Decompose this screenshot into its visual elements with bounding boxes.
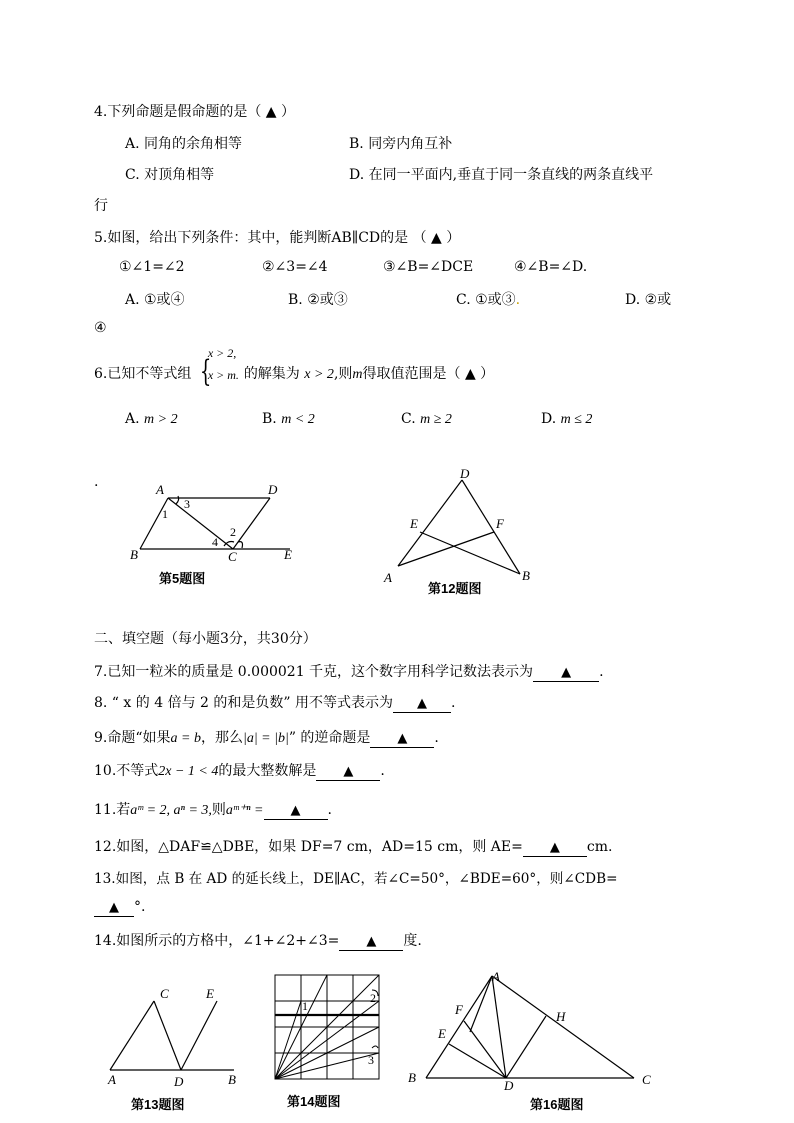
figure-5-diagram — [120, 478, 310, 568]
fig5-angle-3: 3 — [184, 497, 190, 511]
q5-stem: 5.如图，给出下列条件：其中，能判断AB∥CD的是 （ ▲ ） — [94, 230, 461, 246]
fig5-angle-1: 1 — [162, 507, 168, 521]
fig5-label-a: A — [156, 482, 164, 497]
fig14-angle-1: 1 — [302, 999, 308, 1013]
fig13-label-b: B — [228, 1072, 236, 1087]
figure-14-grid — [272, 972, 384, 1084]
fig16-label-a: A — [492, 969, 500, 984]
fig13-label-c: C — [160, 986, 169, 1001]
fig12-label-a: A — [384, 570, 392, 585]
fig5-label-e: E — [284, 547, 292, 562]
q4-option-b: B. 同旁内角互补 — [349, 136, 453, 152]
fig16-label-b: B — [408, 1070, 416, 1085]
section-2-heading: 二、填空题（每小题3分，共30分） — [94, 631, 317, 647]
fig14-angle-3: 3 — [368, 1053, 374, 1067]
figure-12-caption: 第12题图 — [428, 581, 482, 596]
figure-16-caption: 第16题图 — [530, 1097, 584, 1112]
q9: 9.命题“如果a = b，那么|a| = |b|” 的逆命题是 ▲ . — [94, 730, 439, 746]
fig5-angle-2: 2 — [230, 525, 236, 539]
fig13-label-d: D — [174, 1074, 184, 1089]
fig16-label-h: H — [556, 1009, 566, 1024]
q4-option-c: C. 对顶角相等 — [125, 167, 215, 183]
fig5-label-d: D — [268, 482, 278, 497]
q5-condition-2: ②∠3=∠4 — [262, 259, 328, 275]
q4-option-d: D. 在同一平面内,垂直于同一条直线的两条直线平 — [349, 167, 654, 183]
q6-option-b: B. m < 2 — [262, 411, 315, 427]
fig5-label-b: B — [130, 547, 138, 562]
q5-option-b: B. ②或③ — [288, 292, 348, 308]
figure-13-diagram — [104, 984, 244, 1089]
q13: 13.如图，点 B 在 AD 的延长线上，DE∥AC，若∠C=50°，∠BDE=60°，则∠CDB= — [94, 871, 618, 887]
q8: 8. “ x 的 4 倍与 2 的和是负数” 用不等式表示为 ▲ . — [94, 695, 456, 711]
q5-condition-3: ③∠B=∠DCE — [383, 259, 474, 275]
q5-option-c: C. ①或③. — [456, 292, 521, 308]
q6-option-a: A. m > 2 — [125, 411, 178, 427]
figure-13-caption: 第13题图 — [131, 1097, 185, 1112]
fig5-angle-4: 4 — [212, 535, 218, 549]
q5-condition-4: ④∠B=∠D. — [514, 259, 588, 275]
figure-14-caption: 第14题图 — [287, 1094, 341, 1109]
figure-5-caption: 第5题图 — [159, 571, 206, 586]
q6-system: { x > 2, x > m. — [199, 346, 239, 389]
q4-stem: 4.下列命题是假命题的是（ ▲ ） — [94, 104, 296, 120]
figure-12-diagram — [380, 466, 540, 591]
fig13-label-e: E — [206, 986, 214, 1001]
q13-answer: ▲ °. — [94, 899, 145, 917]
fig14-angle-2: 2 — [370, 991, 376, 1005]
q6-stem: 6.已知不等式组 { x > 2, x > m. 的解集为 x > 2,则m得取值范围是（ ▲ ） — [94, 346, 495, 389]
q4-option-a: A. 同角的余角相等 — [125, 136, 243, 152]
q12: 12.如图，△DAF≌△DBE，如果 DF=7 cm，AD=15 cm，则 AE= ▲ cm. — [94, 839, 613, 855]
q5-condition-1: ①∠1=∠2 — [119, 259, 185, 275]
fig12-label-f: F — [496, 516, 504, 531]
q5-option-d-wrap: ④ — [94, 320, 107, 336]
fig16-label-f: F — [455, 1002, 463, 1017]
fig16-label-c: C — [642, 1072, 651, 1087]
fig12-label-b: B — [522, 568, 530, 583]
fig12-label-d: D — [460, 466, 470, 481]
q6-option-d: D. m ≤ 2 — [541, 411, 593, 427]
q10: 10.不等式2x − 1 < 4的最大整数解是 ▲ . — [94, 763, 385, 779]
fig12-label-e: E — [410, 516, 418, 531]
q4-option-d-wrap: 行 — [94, 198, 108, 214]
figure-16-diagram — [404, 966, 664, 1093]
stray-dot: . — [94, 474, 99, 490]
fig16-label-e: E — [438, 1026, 446, 1041]
fig16-label-d: D — [504, 1078, 514, 1093]
q6-option-c: C. m ≥ 2 — [401, 411, 452, 427]
fig13-label-a: A — [108, 1072, 116, 1087]
q5-option-d: D. ②或 — [625, 292, 672, 308]
fig5-label-c: C — [228, 549, 237, 564]
q11: 11.若aᵐ = 2, aⁿ = 3,则aᵐ⁺ⁿ = ▲ . — [94, 802, 332, 818]
q14: 14.如图所示的方格中，∠1+∠2+∠3= ▲ 度. — [94, 933, 422, 949]
q7: 7.已知一粒米的质量是 0.000021 千克，这个数字用科学记数法表示为 ▲ . — [94, 664, 604, 680]
q5-option-a: A. ①或④ — [125, 292, 185, 308]
